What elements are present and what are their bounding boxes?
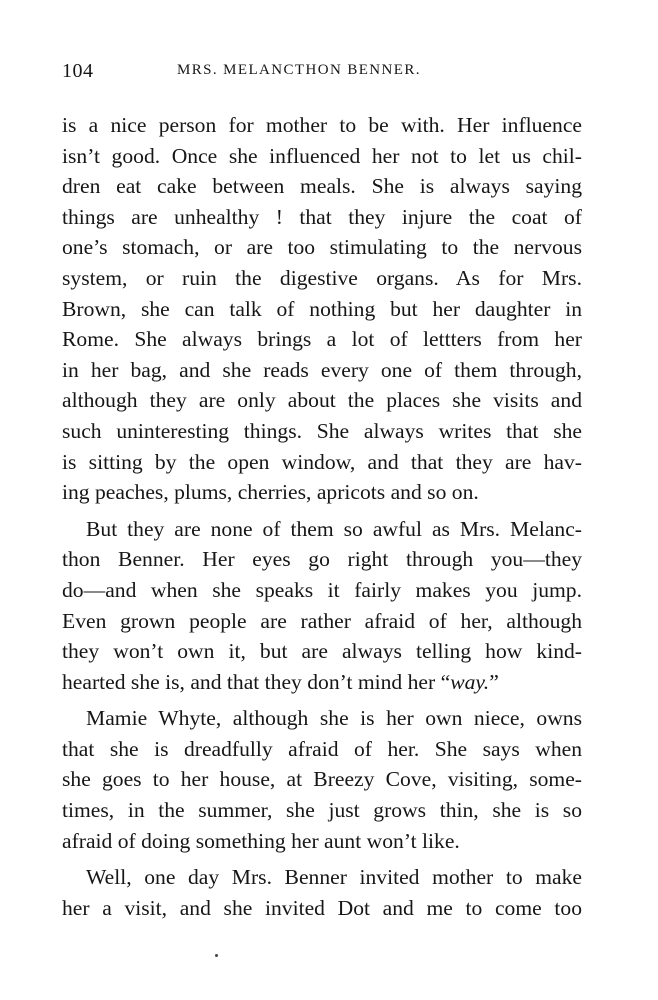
text-line: they won’t own it, but are always telling how kind-	[62, 639, 582, 664]
text-line: Rome. She always brings a lot of lettters from her	[62, 327, 582, 352]
paragraph-1	[62, 110, 582, 508]
text-line: in her bag, and she reads every one of them through,	[62, 357, 582, 382]
print-speck	[215, 954, 218, 957]
text-line: Brown, she can talk of nothing but her daughter in	[62, 296, 582, 321]
text-line: times, in the summer, she just grows thin, she is so	[62, 798, 582, 823]
text-line: is sitting by the open window, and that they are hav-	[62, 449, 582, 474]
text-line: Well, one day Mrs. Benner invited mother to make	[86, 865, 582, 890]
text-line: Mamie Whyte, although she is her own niece, owns	[86, 706, 582, 731]
text-line: although they are only about the places she visits and	[62, 388, 582, 413]
page-number: 104	[62, 60, 94, 82]
text-line: that she is dreadfully afraid of her. She says when	[62, 736, 582, 761]
running-head	[62, 60, 584, 90]
body-text	[62, 110, 582, 923]
text-line: such uninteresting things. She always writes that she	[62, 418, 582, 443]
text-line: she goes to her house, at Breezy Cove, visiting, some-	[62, 767, 582, 792]
text-line: Even grown people are rather afraid of her, although	[62, 608, 582, 633]
text-line: system, or ruin the digestive organs. As for Mrs.	[62, 265, 582, 290]
text-line: is a nice person for mother to be with. Her influence	[62, 113, 582, 137]
text-line: afraid of doing something her aunt won’t like.	[62, 828, 460, 853]
text-line: thon Benner. Her eyes go right through you—they	[62, 547, 582, 572]
text-line	[62, 667, 582, 698]
running-title: MRS. MELANCTHON BENNER.	[177, 62, 421, 78]
paragraph-2	[62, 514, 582, 698]
text-line-part: hearted she is, and that they don’t mind her “	[62, 669, 451, 694]
text-line: isn’t good. Once she influenced her not to let us chil-	[62, 143, 582, 168]
text-line: one’s stomach, or are too stimulating to the nervous	[62, 235, 582, 260]
italic-word: way.	[450, 669, 490, 694]
paragraph-4	[62, 862, 582, 923]
text-line-part: ”	[489, 669, 499, 694]
paragraph-3	[62, 703, 582, 856]
text-line: her a visit, and she invited Dot and me to come too	[62, 895, 582, 920]
text-line: things are unhealthy ! that they injure the coat of	[62, 204, 582, 229]
text-line: do—and when she speaks it fairly makes you jump.	[62, 577, 582, 602]
text-line: dren eat cake between meals. She is always saying	[62, 174, 582, 199]
text-line: ing peaches, plums, cherries, apricots and so on.	[62, 480, 479, 505]
text-line: But they are none of them so awful as Mrs. Melanc-	[86, 516, 582, 541]
